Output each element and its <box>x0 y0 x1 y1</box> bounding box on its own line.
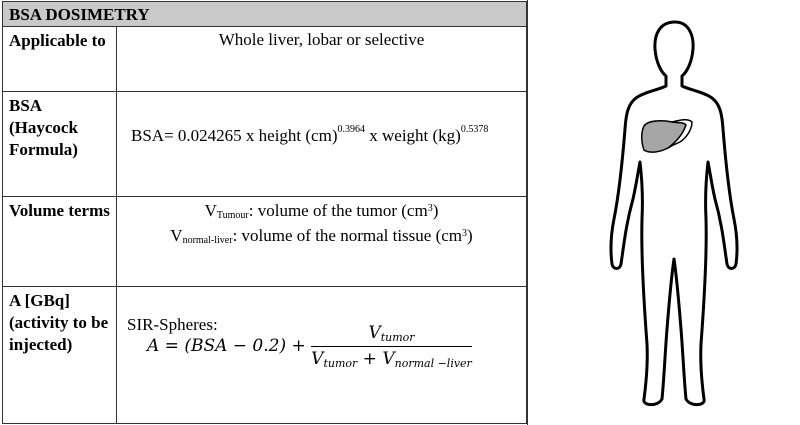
row-activity <box>3 287 526 423</box>
table-title: BSA DOSIMETRY <box>9 5 150 24</box>
applicable-text: Whole liver, lobar or selective <box>218 30 425 49</box>
fraction-numerator <box>311 323 472 347</box>
body-outline <box>611 22 737 405</box>
row-value-volume <box>117 197 526 286</box>
fraction-denominator: Vtumor + Vnormal −liver <box>311 349 472 370</box>
panel-divider <box>527 0 528 425</box>
row-label-applicable: Applicable to <box>3 27 117 91</box>
v-normal-text: : volume of the normal tissue (cm <box>232 226 463 245</box>
row-value-applicable <box>117 27 526 91</box>
den-var-2: V <box>382 349 395 369</box>
row-label-activity: A [GBq] (activity to be injected) <box>3 287 117 423</box>
bsa-exp-weight: 0.5378 <box>460 124 489 135</box>
formula-left: A = (BSA − 0.2) + <box>147 336 312 356</box>
v-normal: V <box>170 226 183 245</box>
row-label-volume: Volume terms <box>3 197 117 286</box>
den-sub-2: normal −liver <box>394 357 472 370</box>
v-normal-sup: 3 <box>462 228 468 239</box>
bsa-dosimetry-table <box>2 1 527 424</box>
bsa-formula <box>131 126 488 146</box>
v-normal-end: ) <box>467 226 473 245</box>
row-volume <box>3 197 526 287</box>
row-label-bsa: BSA (Haycock Formula) <box>3 92 117 196</box>
formula-fraction <box>311 323 472 370</box>
row-value-bsa <box>117 92 526 196</box>
num-sub: tumor <box>380 331 415 344</box>
product-label: SIR-Spheres: <box>127 315 218 334</box>
row-bsa <box>3 92 526 197</box>
volume-line-2 <box>117 225 526 250</box>
den-var-1: V <box>311 349 324 369</box>
v-normal-sub: normal-liver <box>182 235 233 246</box>
table-header <box>3 2 526 27</box>
den-sub-1: tumor <box>323 357 358 370</box>
bsa-formula-mid: x weight (kg) <box>365 126 461 145</box>
v-tumour-sup: 3 <box>427 203 433 214</box>
v-tumour-end: ) <box>432 201 439 220</box>
v-tumour-sub: Tumour <box>216 210 249 221</box>
num-var: V <box>368 323 381 343</box>
bsa-exp-height: 0.3964 <box>337 124 365 135</box>
v-tumour: V <box>204 201 217 220</box>
volume-line-1 <box>117 197 526 225</box>
activity-formula <box>147 323 472 370</box>
body-outline-svg <box>600 14 750 414</box>
human-body-liver-icon <box>600 14 750 419</box>
bsa-formula-prefix: BSA= 0.024265 x height (cm) <box>131 126 338 145</box>
v-tumour-text: : volume of the tumor (cm <box>248 201 428 220</box>
row-applicable <box>3 27 526 92</box>
row-value-activity <box>117 287 526 423</box>
